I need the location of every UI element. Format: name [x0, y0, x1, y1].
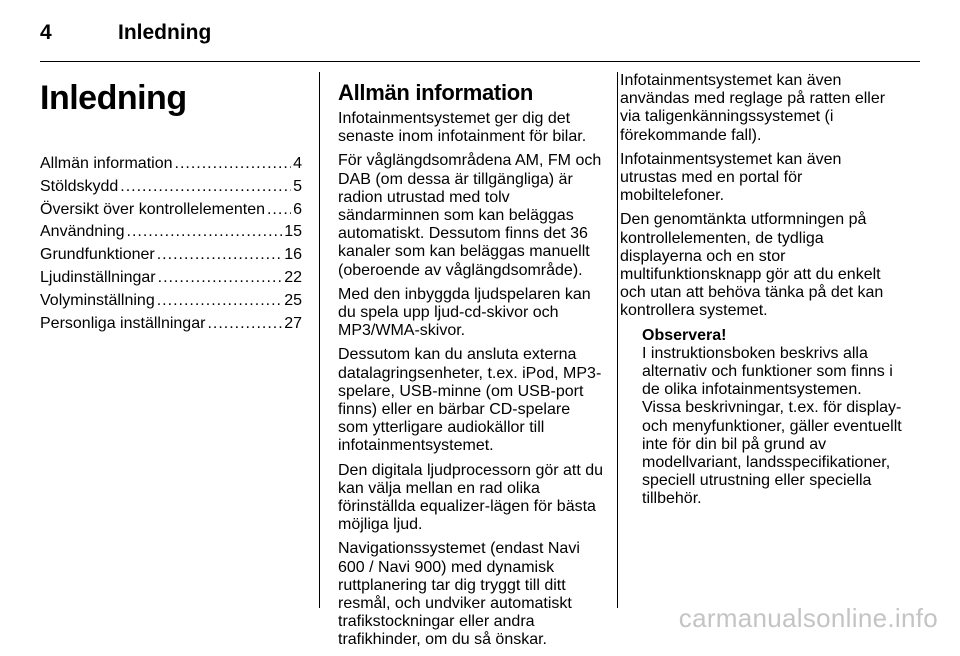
toc-leader [267, 201, 291, 219]
column-divider [319, 72, 320, 608]
section-title: Allmän information [338, 80, 534, 105]
toc-entry-title: Stöldskydd [40, 177, 119, 195]
toc-entry[interactable] [40, 223, 302, 246]
table-of-contents [40, 155, 302, 337]
toc-entry-title: Ljudinställningar [40, 268, 156, 286]
toc-leader [120, 178, 291, 196]
toc-entry-page: 6 [293, 200, 302, 218]
toc-leader [175, 155, 292, 173]
toc-entry-title: Personliga inställningar [40, 314, 206, 332]
paragraph: Med den inbyggda ljudspelaren kan du spela upp ljud-cd-skivor och MP3/WMA-skivor. [338, 285, 591, 340]
toc-leader [157, 292, 282, 310]
paragraph: Infotainmentsystemet kan även utrustas med en portal för mobiltelefoner. [620, 150, 842, 205]
toc-column [40, 72, 302, 337]
toc-entry-title: Allmän information [40, 155, 173, 172]
toc-entry[interactable] [40, 201, 302, 224]
note-box [642, 327, 902, 509]
toc-entry[interactable] [40, 292, 302, 315]
toc-leader [157, 246, 282, 264]
toc-entry-page: 22 [284, 268, 302, 286]
toc-leader [127, 223, 283, 241]
toc-entry-page: 15 [284, 223, 302, 241]
toc-entry[interactable] [40, 155, 302, 178]
toc-entry-title: Översikt över kontrollelementen [40, 200, 265, 218]
paragraph: För våglängdsområdena AM, FM och DAB (om dessa är tillgängliga) är radion utrustad med tolv sändarminnen som kan beläggas automatiskt. Dessutom finns det 36 kanaler som kan beläggas manuellt (oberoende av våglängdsområde). [338, 152, 602, 279]
note-text: I instruktionsboken beskrivs alla alternativ och funktioner som finns i de olika infotainmentsystemen. Vissa beskrivningar, t.ex. för display- och menyfunktioner, gäller eventuellt inte för din bil på grund av modellvariant, landsspecifikationer, speciell utrustning eller speciella tillbehör. [642, 344, 902, 508]
chapter-title: Inledning [40, 79, 187, 117]
paragraph: Infotainmentsystemet ger dig det senaste inom infotainment för bilar. [338, 110, 587, 146]
paragraph: Den genomtänkta utformningen på kontrollelementen, de tydliga displayerna och en stor multifunktionsknapp gör att du enkelt och utan att behöva tänka på det kan kontrollera systemet. [620, 211, 884, 320]
body-column-right [620, 72, 902, 509]
page-header [40, 18, 920, 58]
toc-entry-page: 25 [284, 291, 302, 309]
toc-entry-page: 4 [293, 155, 302, 172]
page-number: 4 [40, 21, 52, 44]
note-title: Observera! [642, 326, 727, 344]
toc-entry[interactable] [40, 269, 302, 292]
toc-entry[interactable] [40, 315, 302, 338]
toc-leader [207, 315, 282, 333]
toc-entry[interactable] [40, 178, 302, 201]
toc-entry-title: Volyminställning [40, 291, 155, 309]
running-title: Inledning [118, 21, 212, 44]
paragraph: Navigationssystemet (endast Navi 600 / Navi 900) med dynamisk ruttplanering tar dig tryggt till ditt resmål, och undviker automatiskt trafikstockningar eller andra trafikhinder, om du så önskar. [338, 540, 580, 649]
paragraph: Infotainmentsystemet kan även användas med reglage på ratten eller via taligenkänningssystemet (i förekommande fall). [620, 72, 886, 144]
toc-entry-title: Grundfunktioner [40, 246, 155, 264]
toc-entry-page: 5 [293, 177, 302, 195]
toc-entry-title: Användning [40, 223, 125, 241]
column-divider [617, 72, 618, 608]
paragraph: Den digitala ljudprocessorn gör att du kan välja mellan en rad olika förinställda equalizer-lägen för bästa möjliga ljud. [338, 461, 604, 534]
watermark: carmanualsonline.info [678, 603, 938, 633]
paragraph: Dessutom kan du ansluta externa datalagringsenheter, t.ex. iPod, MP3-spelare, USB-minne (om USB-port finns) eller en bärbar CD-spelare som ytterligare audiokällor till infotainmentsystemet. [338, 346, 602, 455]
header-divider [40, 61, 920, 62]
toc-entry[interactable] [40, 246, 302, 269]
body-column-middle [338, 72, 604, 656]
toc-leader [158, 269, 283, 287]
toc-entry-page: 27 [284, 314, 302, 332]
toc-entry-page: 16 [284, 246, 302, 264]
